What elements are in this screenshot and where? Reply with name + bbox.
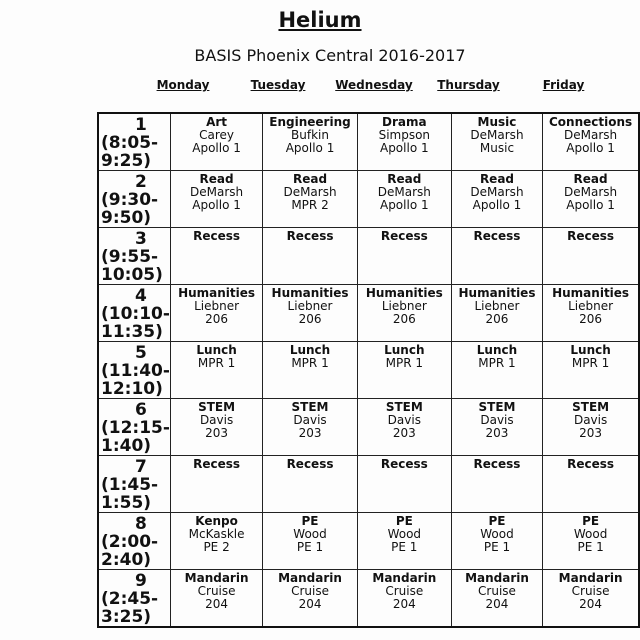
period-start: (8:05- bbox=[101, 133, 159, 153]
class-cell bbox=[263, 342, 358, 399]
class-cell bbox=[263, 171, 358, 228]
subject: Mandarin bbox=[278, 571, 342, 585]
teacher: DeMarsh bbox=[470, 185, 524, 199]
class-cell bbox=[357, 113, 451, 171]
subject: Lunch bbox=[476, 343, 518, 357]
class-cell bbox=[543, 513, 639, 570]
subject: STEM bbox=[291, 400, 329, 414]
class-cell bbox=[543, 456, 639, 513]
period-cell bbox=[98, 570, 170, 628]
class-cell bbox=[170, 171, 262, 228]
room: 206 bbox=[392, 312, 416, 326]
subject: Recess bbox=[193, 229, 241, 243]
room: 203 bbox=[298, 426, 322, 440]
subject: Music bbox=[477, 115, 517, 129]
period-start: (1:45- bbox=[101, 475, 159, 495]
day-header-wednesday: Wednesday bbox=[335, 78, 413, 92]
subject: Recess bbox=[567, 229, 615, 243]
teacher: Cruise bbox=[291, 584, 329, 598]
class-cell bbox=[357, 399, 451, 456]
room: Apollo 1 bbox=[285, 141, 335, 155]
class-cell bbox=[543, 228, 639, 285]
period-end: 10:05) bbox=[101, 265, 163, 285]
room: Apollo 1 bbox=[566, 141, 615, 155]
day-headers bbox=[136, 78, 612, 92]
subject: Read bbox=[292, 172, 328, 186]
class-cell bbox=[357, 228, 451, 285]
teacher: Wood bbox=[573, 527, 608, 541]
subject: STEM bbox=[198, 400, 236, 414]
period-num: 2 bbox=[135, 172, 147, 192]
subject: Humanities bbox=[271, 286, 349, 300]
day-header-tuesday: Tuesday bbox=[250, 78, 306, 92]
subject: Recess bbox=[380, 229, 428, 243]
teacher: Liebner bbox=[568, 299, 614, 313]
subject: Recess bbox=[473, 229, 521, 243]
period-end: 1:40) bbox=[101, 436, 152, 456]
period-start: (2:45- bbox=[101, 589, 159, 609]
teacher: Bufkin bbox=[291, 128, 329, 142]
period-cell bbox=[98, 228, 170, 285]
period-end: 2:40) bbox=[101, 550, 152, 570]
class-cell bbox=[357, 171, 451, 228]
subject: Engineering bbox=[269, 115, 351, 129]
table-row bbox=[98, 113, 639, 171]
teacher: Cruise bbox=[478, 584, 516, 598]
period-num: 1 bbox=[135, 115, 147, 135]
teacher: Davis bbox=[480, 413, 514, 427]
teacher: McKaskle bbox=[188, 527, 245, 541]
teacher: DeMarsh bbox=[377, 185, 431, 199]
subject: Recess bbox=[286, 457, 334, 471]
period-cell bbox=[98, 456, 170, 513]
room: 206 bbox=[205, 312, 229, 326]
period-start: (10:10- bbox=[101, 304, 170, 324]
subject: Read bbox=[573, 172, 608, 186]
subject: Recess bbox=[380, 457, 428, 471]
class-cell bbox=[263, 513, 358, 570]
teacher: MPR 1 bbox=[385, 356, 423, 370]
page-title: Helium bbox=[278, 8, 362, 32]
room: 204 bbox=[205, 597, 229, 611]
teacher: Cruise bbox=[197, 584, 236, 598]
schedule-table bbox=[97, 112, 640, 628]
subject: Recess bbox=[567, 457, 615, 471]
class-cell bbox=[451, 399, 542, 456]
class-cell bbox=[543, 399, 639, 456]
period-num: 6 bbox=[135, 400, 147, 420]
teacher: MPR 1 bbox=[197, 356, 236, 370]
period-end: 11:35) bbox=[101, 322, 163, 342]
room: 203 bbox=[392, 426, 416, 440]
room: 203 bbox=[485, 426, 509, 440]
teacher: MPR 1 bbox=[478, 356, 516, 370]
teacher: Wood bbox=[293, 527, 327, 541]
room: 204 bbox=[579, 597, 603, 611]
class-cell bbox=[543, 285, 639, 342]
class-cell bbox=[451, 456, 542, 513]
subject: Read bbox=[199, 172, 234, 186]
room: 203 bbox=[579, 426, 603, 440]
teacher: Cruise bbox=[571, 584, 610, 598]
room: 204 bbox=[485, 597, 509, 611]
subject: STEM bbox=[385, 400, 423, 414]
teacher: Wood bbox=[480, 527, 514, 541]
subject: Mandarin bbox=[465, 571, 529, 585]
room: 203 bbox=[205, 426, 229, 440]
table-row bbox=[98, 570, 639, 628]
class-cell bbox=[170, 285, 262, 342]
class-cell bbox=[170, 342, 262, 399]
period-start: (9:30- bbox=[101, 190, 159, 210]
table-row bbox=[98, 456, 639, 513]
room: PE 1 bbox=[296, 540, 324, 554]
class-cell bbox=[263, 570, 358, 628]
subject: Mandarin bbox=[558, 571, 623, 585]
period-num: 5 bbox=[135, 343, 147, 363]
table-row bbox=[98, 171, 639, 228]
subject: Lunch bbox=[384, 343, 425, 357]
table-row bbox=[98, 399, 639, 456]
teacher: Davis bbox=[387, 413, 421, 427]
teacher: Wood bbox=[387, 527, 422, 541]
subject: Lunch bbox=[570, 343, 611, 357]
period-start: (2:00- bbox=[101, 532, 159, 552]
subject: STEM bbox=[478, 400, 516, 414]
class-cell bbox=[451, 513, 542, 570]
teacher: DeMarsh bbox=[470, 128, 524, 142]
period-cell bbox=[98, 171, 170, 228]
period-num: 4 bbox=[135, 286, 147, 306]
period-end: 12:10) bbox=[101, 379, 163, 399]
class-cell bbox=[357, 570, 451, 628]
room: 204 bbox=[392, 597, 416, 611]
class-cell bbox=[543, 342, 639, 399]
day-header-thursday: Thursday bbox=[437, 78, 500, 92]
period-start: (12:15- bbox=[101, 418, 170, 438]
subject: STEM bbox=[572, 400, 610, 414]
subject: Humanities bbox=[458, 286, 536, 300]
subject: Humanities bbox=[365, 286, 443, 300]
room: Apollo 1 bbox=[379, 141, 429, 155]
period-num: 8 bbox=[135, 514, 147, 534]
subject: Read bbox=[387, 172, 422, 186]
teacher: Liebner bbox=[194, 299, 240, 313]
class-cell bbox=[263, 285, 358, 342]
class-cell bbox=[357, 342, 451, 399]
period-cell bbox=[98, 399, 170, 456]
class-cell bbox=[170, 399, 262, 456]
subject: PE bbox=[488, 514, 506, 528]
subject: Humanities bbox=[552, 286, 630, 300]
subject: PE bbox=[395, 514, 413, 528]
period-end: 9:50) bbox=[101, 208, 152, 228]
teacher: Davis bbox=[573, 413, 608, 427]
teacher: Liebner bbox=[381, 299, 427, 313]
subtitle: BASIS Phoenix Central 2016-2017 bbox=[194, 46, 466, 65]
period-num: 9 bbox=[135, 571, 147, 591]
class-cell bbox=[170, 113, 262, 171]
subject: PE bbox=[582, 514, 600, 528]
subject: Mandarin bbox=[372, 571, 437, 585]
subject: Mandarin bbox=[184, 571, 249, 585]
teacher: DeMarsh bbox=[564, 185, 618, 199]
teacher: MPR 1 bbox=[291, 356, 329, 370]
subject: Lunch bbox=[289, 343, 331, 357]
teacher: Carey bbox=[199, 128, 235, 142]
period-end: 3:25) bbox=[101, 607, 152, 627]
period-cell bbox=[98, 513, 170, 570]
subject: Kenpo bbox=[195, 514, 238, 528]
day-header-friday: Friday bbox=[542, 78, 585, 92]
period-cell bbox=[98, 113, 170, 171]
class-cell bbox=[170, 456, 262, 513]
class-cell bbox=[451, 342, 542, 399]
table-row bbox=[98, 228, 639, 285]
class-cell bbox=[263, 113, 358, 171]
period-num: 7 bbox=[135, 457, 147, 477]
room: MPR 2 bbox=[291, 198, 329, 212]
subject: Read bbox=[479, 172, 515, 186]
teacher: DeMarsh bbox=[564, 128, 618, 142]
room: Apollo 1 bbox=[379, 198, 429, 212]
room: Apollo 1 bbox=[192, 198, 241, 212]
table-row bbox=[98, 342, 639, 399]
class-cell bbox=[451, 113, 542, 171]
class-cell bbox=[357, 456, 451, 513]
room: Music bbox=[479, 141, 515, 155]
room: 204 bbox=[298, 597, 322, 611]
class-cell bbox=[263, 456, 358, 513]
table-row bbox=[98, 285, 639, 342]
subject: Connections bbox=[549, 115, 633, 129]
subject: Drama bbox=[382, 115, 427, 129]
room: Apollo 1 bbox=[192, 141, 241, 155]
period-start: (11:40- bbox=[101, 361, 170, 381]
period-cell bbox=[98, 342, 170, 399]
class-cell bbox=[543, 570, 639, 628]
subject: Humanities bbox=[178, 286, 256, 300]
class-cell bbox=[451, 228, 542, 285]
teacher: Cruise bbox=[385, 584, 424, 598]
teacher: Liebner bbox=[474, 299, 520, 313]
subject: Lunch bbox=[196, 343, 237, 357]
room: 206 bbox=[485, 312, 509, 326]
period-start: (9:55- bbox=[101, 247, 159, 267]
class-cell bbox=[357, 285, 451, 342]
teacher: Simpson bbox=[378, 128, 431, 142]
class-cell bbox=[263, 399, 358, 456]
class-cell bbox=[543, 113, 639, 171]
subject: Recess bbox=[286, 229, 334, 243]
teacher: Liebner bbox=[287, 299, 333, 313]
teacher: DeMarsh bbox=[283, 185, 337, 199]
room: 206 bbox=[579, 312, 603, 326]
subject: Recess bbox=[473, 457, 521, 471]
room: 206 bbox=[298, 312, 322, 326]
teacher: MPR 1 bbox=[571, 356, 610, 370]
class-cell bbox=[451, 570, 542, 628]
period-cell bbox=[98, 285, 170, 342]
teacher: Davis bbox=[293, 413, 327, 427]
table-row bbox=[98, 513, 639, 570]
teacher: Davis bbox=[199, 413, 234, 427]
class-cell bbox=[357, 513, 451, 570]
teacher: DeMarsh bbox=[190, 185, 244, 199]
room: Apollo 1 bbox=[566, 198, 615, 212]
room: PE 1 bbox=[391, 540, 418, 554]
class-cell bbox=[263, 228, 358, 285]
class-cell bbox=[451, 171, 542, 228]
room: PE 1 bbox=[483, 540, 511, 554]
class-cell bbox=[543, 171, 639, 228]
subject: Art bbox=[206, 115, 228, 129]
room: Apollo 1 bbox=[472, 198, 522, 212]
class-cell bbox=[170, 570, 262, 628]
subject: Recess bbox=[193, 457, 241, 471]
period-num: 3 bbox=[135, 229, 147, 249]
day-header-monday: Monday bbox=[156, 78, 210, 92]
room: PE 1 bbox=[577, 540, 604, 554]
class-cell bbox=[170, 228, 262, 285]
class-cell bbox=[451, 285, 542, 342]
subject: PE bbox=[301, 514, 319, 528]
room: PE 2 bbox=[203, 540, 230, 554]
class-cell bbox=[170, 513, 262, 570]
period-end: 9:25) bbox=[101, 151, 152, 171]
period-end: 1:55) bbox=[101, 493, 152, 513]
